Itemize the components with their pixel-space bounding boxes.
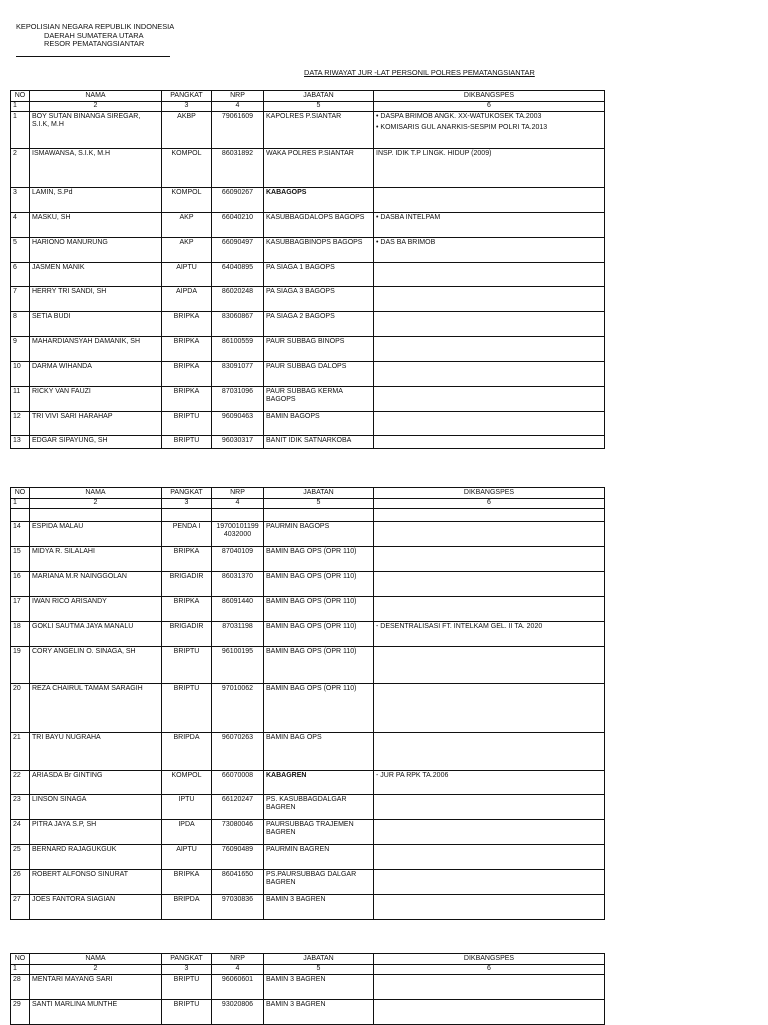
- table-header-row: [11, 954, 605, 965]
- table-row: [11, 684, 605, 733]
- rank: BRIPKA: [162, 312, 212, 337]
- rank: AIPTU: [162, 845, 212, 870]
- position: PA SIAGA 3 BAGOPS: [264, 287, 374, 312]
- column-number: 2: [30, 499, 162, 509]
- training-history: [374, 895, 605, 920]
- column-header-dikbangspes: DIKBANGSPES: [374, 91, 605, 102]
- training-history: [374, 263, 605, 287]
- letterhead-line-2: DAERAH SUMATERA UTARA: [44, 30, 144, 40]
- training-entry: • KOMISARIS GUL ANARKIS-SESPIM POLRI TA.2013: [376, 124, 548, 131]
- row-number: 18: [11, 622, 30, 647]
- column-header-dikbangspes: DIKBANGSPES: [374, 954, 605, 965]
- nrp-number: 73080046: [212, 820, 264, 845]
- table-row: [11, 895, 605, 920]
- rank: BRIPTU: [162, 1000, 212, 1025]
- column-number: 1: [11, 499, 30, 509]
- training-history: [374, 387, 605, 412]
- table-row: [11, 263, 605, 287]
- table-row: [11, 647, 605, 684]
- row-number: 24: [11, 820, 30, 845]
- training-history: [374, 337, 605, 362]
- row-number: 25: [11, 845, 30, 870]
- table-row: [11, 975, 605, 1000]
- position: PAUR SUBBAG DALOPS: [264, 362, 374, 387]
- table-row: [11, 387, 605, 412]
- personnel-name: LINSON SINAGA: [30, 795, 162, 820]
- column-header-no: NO: [11, 91, 30, 102]
- nrp-number: 86031370: [212, 572, 264, 597]
- training-history: [374, 795, 605, 820]
- table-row: [11, 112, 605, 149]
- table-header-row: [11, 488, 605, 499]
- position: BAMIN BAG OPS (OPR 110): [264, 572, 374, 597]
- position: BAMIN BAG OPS: [264, 733, 374, 771]
- nrp-number: 66040210: [212, 213, 264, 238]
- nrp-number: 96060601: [212, 975, 264, 1000]
- column-header-jabatan: JABATAN: [264, 488, 374, 499]
- nrp-number: 76090489: [212, 845, 264, 870]
- position: WAKA POLRES P.SIANTAR: [264, 149, 374, 188]
- row-number: 3: [11, 188, 30, 213]
- letterhead-line-3: RESOR PEMATANGSIANTAR: [44, 39, 145, 49]
- training-history: [374, 597, 605, 622]
- rank: BRIPKA: [162, 547, 212, 572]
- row-number: 28: [11, 975, 30, 1000]
- nrp-number: 64040895: [212, 263, 264, 287]
- position: PA SIAGA 1 BAGOPS: [264, 263, 374, 287]
- rank: BRIPTU: [162, 436, 212, 449]
- nrp-number: 97010062: [212, 684, 264, 733]
- column-number-row: [11, 102, 605, 112]
- personnel-name: BOY SUTAN BINANGA SIREGAR, S.I.K, M.H: [30, 112, 162, 149]
- row-number: 15: [11, 547, 30, 572]
- rank: BRIPKA: [162, 387, 212, 412]
- position: BAMIN BAG OPS (OPR 110): [264, 622, 374, 647]
- column-number: 3: [162, 102, 212, 112]
- rank: BRIPKA: [162, 870, 212, 895]
- blank-cell: [162, 509, 212, 522]
- table-header-row: [11, 91, 605, 102]
- personnel-name: CORY ANGELIN O. SINAGA, SH: [30, 647, 162, 684]
- row-number: 6: [11, 263, 30, 287]
- personnel-name: PITRA JAYA S.P, SH: [30, 820, 162, 845]
- column-number-row: [11, 965, 605, 975]
- personnel-name: EDGAR SIPAYUNG, SH: [30, 436, 162, 449]
- table-row: [11, 1000, 605, 1025]
- rank: KOMPOL: [162, 771, 212, 795]
- training-entry: INSP. IDIK T.P LINGK. HIDUP (2009): [376, 150, 492, 157]
- personnel-name: IWAN RICO ARISANDY: [30, 597, 162, 622]
- table-row: [11, 622, 605, 647]
- personnel-name: MASKU, SH: [30, 213, 162, 238]
- training-entry: • DASPA BRIMOB ANGK. XX-WATUKOSEK TA.2003: [376, 113, 542, 120]
- column-number: 4: [212, 102, 264, 112]
- column-number: 4: [212, 499, 264, 509]
- column-number: 3: [162, 965, 212, 975]
- rank: BRIPTU: [162, 412, 212, 436]
- personnel-name: LAMIN, S.Pd: [30, 188, 162, 213]
- rank: AKP: [162, 238, 212, 263]
- nrp-number: 93020806: [212, 1000, 264, 1025]
- position: BAMIN BAG OPS (OPR 110): [264, 684, 374, 733]
- table-row: [11, 820, 605, 845]
- rank: AKBP: [162, 112, 212, 149]
- table-row: [11, 547, 605, 572]
- table-row: [11, 771, 605, 795]
- nrp-number: 79061609: [212, 112, 264, 149]
- row-number: 26: [11, 870, 30, 895]
- training-history: [374, 362, 605, 387]
- blank-cell: [212, 509, 264, 522]
- column-header-jabatan: JABATAN: [264, 954, 374, 965]
- rank: IPDA: [162, 820, 212, 845]
- column-header-nama: NAMA: [30, 488, 162, 499]
- personnel-table-page-2: [10, 487, 605, 920]
- training-entry: - JUR PA RPK TA.2006: [376, 772, 449, 779]
- table-row: [11, 572, 605, 597]
- column-header-dikbangspes: DIKBANGSPES: [374, 488, 605, 499]
- column-header-no: NO: [11, 954, 30, 965]
- column-number: 5: [264, 499, 374, 509]
- rank: KOMPOL: [162, 188, 212, 213]
- rank: IPTU: [162, 795, 212, 820]
- row-number: 14: [11, 522, 30, 547]
- training-entry: • DASBA INTELPAM: [376, 214, 441, 221]
- document-title: DATA RIWAYAT JUR -LAT PERSONIL POLRES PEMATANGSIANTAR: [304, 68, 535, 77]
- personnel-name: TRI VIVI SARI HARAHAP: [30, 412, 162, 436]
- position: KABAGOPS: [264, 188, 374, 213]
- table-row: [11, 436, 605, 449]
- training-history: [374, 870, 605, 895]
- personnel-table-page-1: [10, 90, 605, 449]
- column-header-jabatan: JABATAN: [264, 91, 374, 102]
- rank: BRIPTU: [162, 647, 212, 684]
- rank: AIPTU: [162, 263, 212, 287]
- rank: BRIGADIR: [162, 572, 212, 597]
- nrp-number: 96030317: [212, 436, 264, 449]
- blank-cell: [11, 509, 30, 522]
- table-row: [11, 795, 605, 820]
- column-number: 6: [374, 965, 605, 975]
- position: PAUR SUBBAG BINOPS: [264, 337, 374, 362]
- personnel-name: DARMA WIHANDA: [30, 362, 162, 387]
- table-row: [11, 238, 605, 263]
- letterhead: [16, 23, 174, 49]
- personnel-name: HARIONO MANURUNG: [30, 238, 162, 263]
- position: PAURSUBBAG TRAJEMEN BAGREN: [264, 820, 374, 845]
- column-number: 1: [11, 965, 30, 975]
- table-row: [11, 733, 605, 771]
- nrp-number: 86041650: [212, 870, 264, 895]
- column-header-nama: NAMA: [30, 954, 162, 965]
- personnel-name: ISMAWANSA, S.I.K, M.H: [30, 149, 162, 188]
- row-number: 13: [11, 436, 30, 449]
- position: KAPOLRES P.SIANTAR: [264, 112, 374, 149]
- personnel-name: BERNARD RAJAGUKGUK: [30, 845, 162, 870]
- training-history: [374, 572, 605, 597]
- personnel-name: ROBERT ALFONSO SINURAT: [30, 870, 162, 895]
- column-number: 6: [374, 102, 605, 112]
- rank: KOMPOL: [162, 149, 212, 188]
- column-header-nrp: NRP: [212, 488, 264, 499]
- column-number-row: [11, 499, 605, 509]
- training-entry: • DAS BA BRIMOB: [376, 239, 436, 246]
- row-number: 17: [11, 597, 30, 622]
- training-history: [374, 647, 605, 684]
- table-row: [11, 870, 605, 895]
- rank: BRIPKA: [162, 362, 212, 387]
- nrp-number: 66090497: [212, 238, 264, 263]
- column-number: 3: [162, 499, 212, 509]
- personnel-name: GOKLI SAUTMA JAYA MANALU: [30, 622, 162, 647]
- table-row: [11, 522, 605, 547]
- nrp-number: 87031096: [212, 387, 264, 412]
- position: PAURMIN BAGOPS: [264, 522, 374, 547]
- training-history: [374, 820, 605, 845]
- table-row: [11, 312, 605, 337]
- nrp-number: 86091440: [212, 597, 264, 622]
- position: BAMIN BAG OPS (OPR 110): [264, 547, 374, 572]
- position: BANIT IDIK SATNARKOBA: [264, 436, 374, 449]
- rank: PENDA I: [162, 522, 212, 547]
- nrp-number: 86031892: [212, 149, 264, 188]
- nrp-number: 86020248: [212, 287, 264, 312]
- column-number: 5: [264, 965, 374, 975]
- nrp-number: 96090463: [212, 412, 264, 436]
- column-header-nrp: NRP: [212, 91, 264, 102]
- position: KASUBBAGBINOPS BAGOPS: [264, 238, 374, 263]
- personnel-name: JASMEN MANIK: [30, 263, 162, 287]
- table-row: [11, 287, 605, 312]
- position: PAURMIN BAGREN: [264, 845, 374, 870]
- position: PA SIAGA 2 BAGOPS: [264, 312, 374, 337]
- training-history: [374, 188, 605, 213]
- training-history: [374, 112, 605, 149]
- blank-cell: [264, 509, 374, 522]
- training-history: [374, 733, 605, 771]
- row-number: 16: [11, 572, 30, 597]
- column-header-nrp: NRP: [212, 954, 264, 965]
- row-number: 22: [11, 771, 30, 795]
- row-number: 11: [11, 387, 30, 412]
- table-row: [11, 188, 605, 213]
- personnel-table-page-3: [10, 953, 605, 1025]
- training-history: [374, 845, 605, 870]
- row-number: 8: [11, 312, 30, 337]
- nrp-number: 87040109: [212, 547, 264, 572]
- row-number: 5: [11, 238, 30, 263]
- column-number: 6: [374, 499, 605, 509]
- training-history: [374, 975, 605, 1000]
- nrp-number: 19700101199 4032000: [212, 522, 264, 547]
- personnel-name: MIDYA R. SILALAHI: [30, 547, 162, 572]
- personnel-name: MAHARDIANSYAH DAMANIK, SH: [30, 337, 162, 362]
- personnel-name: JOES FANTORA SIAGIAN: [30, 895, 162, 920]
- training-history: [374, 436, 605, 449]
- training-history: [374, 622, 605, 647]
- rank: BRIPTU: [162, 975, 212, 1000]
- row-number: 20: [11, 684, 30, 733]
- row-number: 23: [11, 795, 30, 820]
- row-number: 19: [11, 647, 30, 684]
- training-history: [374, 684, 605, 733]
- row-number: 12: [11, 412, 30, 436]
- letterhead-line-1: KEPOLISIAN NEGARA REPUBLIK INDONESIA: [16, 22, 175, 31]
- training-history: [374, 149, 605, 188]
- blank-row: [11, 509, 605, 522]
- position: PS.PAURSUBBAG DALGAR BAGREN: [264, 870, 374, 895]
- personnel-name: MENTARI MAYANG SARI: [30, 975, 162, 1000]
- row-number: 2: [11, 149, 30, 188]
- training-history: [374, 412, 605, 436]
- training-history: [374, 287, 605, 312]
- position: BAMIN BAG OPS (OPR 110): [264, 597, 374, 622]
- row-number: 29: [11, 1000, 30, 1025]
- training-history: [374, 312, 605, 337]
- table-row: [11, 149, 605, 188]
- table-row: [11, 337, 605, 362]
- row-number: 1: [11, 112, 30, 149]
- column-number: 1: [11, 102, 30, 112]
- nrp-number: 83060867: [212, 312, 264, 337]
- nrp-number: 66070008: [212, 771, 264, 795]
- training-history: [374, 547, 605, 572]
- table-row: [11, 362, 605, 387]
- position: PAUR SUBBAG KERMA BAGOPS: [264, 387, 374, 412]
- training-history: [374, 1000, 605, 1025]
- column-number: 4: [212, 965, 264, 975]
- personnel-name: MARIANA M.R NAINGGOLAN: [30, 572, 162, 597]
- column-header-pangkat: PANGKAT: [162, 954, 212, 965]
- nrp-number: 86100559: [212, 337, 264, 362]
- training-history: [374, 771, 605, 795]
- position: PS. KASUBBAGDALGAR BAGREN: [264, 795, 374, 820]
- row-number: 10: [11, 362, 30, 387]
- rank: BRIPKA: [162, 337, 212, 362]
- column-header-nama: NAMA: [30, 91, 162, 102]
- table-row: [11, 845, 605, 870]
- personnel-name: REZA CHAIRUL TAMAM SARAGIH: [30, 684, 162, 733]
- rank: BRIGADIR: [162, 622, 212, 647]
- personnel-name: SETIA BUDI: [30, 312, 162, 337]
- rank: AKP: [162, 213, 212, 238]
- rank: BRIPDA: [162, 895, 212, 920]
- column-number: 5: [264, 102, 374, 112]
- nrp-number: 66120247: [212, 795, 264, 820]
- rank: AIPDA: [162, 287, 212, 312]
- rank: BRIPDA: [162, 733, 212, 771]
- position: BAMIN BAGOPS: [264, 412, 374, 436]
- training-history: [374, 522, 605, 547]
- row-number: 27: [11, 895, 30, 920]
- rank: BRIPTU: [162, 684, 212, 733]
- training-history: [374, 238, 605, 263]
- column-header-pangkat: PANGKAT: [162, 91, 212, 102]
- position: BAMIN 3 BAGREN: [264, 895, 374, 920]
- nrp-number: 97030836: [212, 895, 264, 920]
- row-number: 7: [11, 287, 30, 312]
- column-header-no: NO: [11, 488, 30, 499]
- column-number: 2: [30, 965, 162, 975]
- personnel-name: ESPIDA MALAU: [30, 522, 162, 547]
- position: BAMIN 3 BAGREN: [264, 975, 374, 1000]
- rank: BRIPKA: [162, 597, 212, 622]
- nrp-number: 87031198: [212, 622, 264, 647]
- training-entry: - DESENTRALISASI FT. INTELKAM GEL. II TA. 2020: [376, 623, 543, 630]
- row-number: 21: [11, 733, 30, 771]
- table-row: [11, 597, 605, 622]
- column-number: 2: [30, 102, 162, 112]
- position: KASUBBAGDALOPS BAGOPS: [264, 213, 374, 238]
- nrp-number: 96100195: [212, 647, 264, 684]
- personnel-name: TRI BAYU NUGRAHA: [30, 733, 162, 771]
- column-header-pangkat: PANGKAT: [162, 488, 212, 499]
- nrp-number: 66090267: [212, 188, 264, 213]
- blank-cell: [30, 509, 162, 522]
- position: KABAGREN: [264, 771, 374, 795]
- training-history: [374, 213, 605, 238]
- letterhead-underline: [16, 56, 170, 57]
- personnel-name: SANTI MARLINA MUNTHE: [30, 1000, 162, 1025]
- row-number: 9: [11, 337, 30, 362]
- personnel-name: ARIASDA Br GINTING: [30, 771, 162, 795]
- nrp-number: 96070263: [212, 733, 264, 771]
- personnel-name: RICKY VAN FAUZI: [30, 387, 162, 412]
- table-row: [11, 412, 605, 436]
- personnel-name: HERRY TRI SANDI, SH: [30, 287, 162, 312]
- position: BAMIN 3 BAGREN: [264, 1000, 374, 1025]
- table-row: [11, 213, 605, 238]
- row-number: 4: [11, 213, 30, 238]
- nrp-number: 83091077: [212, 362, 264, 387]
- blank-cell: [374, 509, 605, 522]
- position: BAMIN BAG OPS (OPR 110): [264, 647, 374, 684]
